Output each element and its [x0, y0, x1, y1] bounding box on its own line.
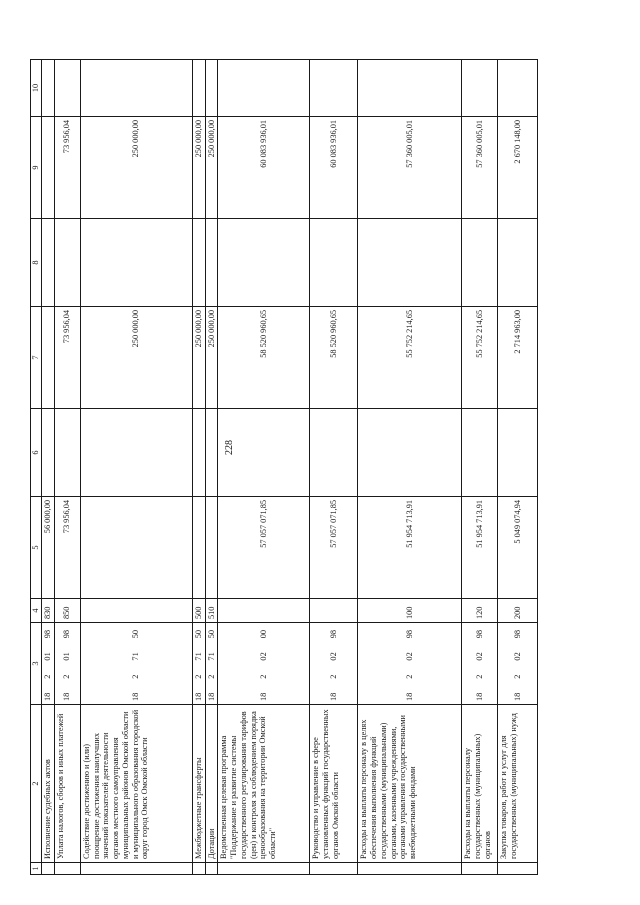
- row-value-7: [42, 307, 55, 409]
- row-value-7: 55 752 214,65: [358, 307, 462, 409]
- code-part: 98: [404, 630, 414, 639]
- row-expense-type: 850: [54, 599, 80, 623]
- col-header-5: 5: [31, 497, 42, 599]
- row-value-10: [54, 60, 80, 117]
- row-expense-type: 100: [358, 599, 462, 623]
- page-number: 228: [224, 440, 235, 455]
- row-value-8: [462, 219, 498, 307]
- row-value-5: 57 057 071,85: [310, 497, 358, 599]
- code-parts: [329, 626, 339, 701]
- code-parts: [194, 626, 204, 701]
- header-row: [31, 60, 42, 875]
- code-part: 18: [328, 692, 338, 701]
- row-code: [218, 623, 310, 705]
- row-value-9: 250 000,00: [205, 117, 218, 219]
- row-index-cell: [498, 863, 538, 875]
- row-index-cell: [54, 863, 80, 875]
- row-value-8: [192, 219, 205, 307]
- table-row: [80, 60, 192, 875]
- row-value-8: [218, 219, 310, 307]
- row-index-cell: [218, 863, 310, 875]
- row-value-6: [462, 409, 498, 497]
- code-part: 98: [512, 630, 522, 639]
- table-body: [42, 60, 538, 875]
- row-expense-type: [218, 599, 310, 623]
- row-value-6: [498, 409, 538, 497]
- row-value-10: [192, 60, 205, 117]
- row-name: Уплата налогов, сборов и иных платежей: [54, 705, 80, 863]
- code-part: 50: [193, 630, 203, 639]
- table-row: [42, 60, 55, 875]
- row-value-7: 58 520 960,65: [218, 307, 310, 409]
- table-row: [205, 60, 218, 875]
- row-value-8: [205, 219, 218, 307]
- row-name: Расходы на выплаты персоналу государственных (муниципальных) органов: [462, 705, 498, 863]
- code-part: 02: [474, 652, 484, 661]
- row-value-7: 250 000,00: [205, 307, 218, 409]
- row-value-6: [218, 409, 310, 497]
- budget-table: [30, 59, 538, 875]
- code-part: 98: [328, 630, 338, 639]
- row-value-7: 250 000,00: [192, 307, 205, 409]
- row-value-9: 250 000,00: [80, 117, 192, 219]
- row-expense-type: 200: [498, 599, 538, 623]
- row-value-10: [462, 60, 498, 117]
- row-index-cell: [205, 863, 218, 875]
- code-parts: [62, 626, 72, 701]
- row-name: Расходы на выплаты персоналу в целях обеспечения выполнения функций государственными (муниципальными) органами, казенными учреждениями, органами управления государственными внебюджетными фондами: [358, 705, 462, 863]
- code-part: 2: [43, 674, 52, 679]
- row-value-5: 51 954 713,91: [462, 497, 498, 599]
- col-header-1: 1: [31, 863, 42, 875]
- row-index-cell: [42, 863, 55, 875]
- row-value-5: 57 057 071,85: [218, 497, 310, 599]
- code-part: 71: [193, 652, 203, 661]
- code-parts: [513, 626, 523, 701]
- row-value-6: [310, 409, 358, 497]
- row-value-8: [310, 219, 358, 307]
- row-value-5: [192, 497, 205, 599]
- code-part: 98: [43, 630, 52, 639]
- row-value-5: [80, 497, 192, 599]
- row-value-6: [205, 409, 218, 497]
- row-code: [54, 623, 80, 705]
- row-value-9: 73 956,04: [54, 117, 80, 219]
- row-name: Руководство и управление в сфере установленных функций государственных органов Омской области: [310, 705, 358, 863]
- code-part: 2: [62, 674, 72, 679]
- code-part: 98: [62, 630, 72, 639]
- row-expense-type: 120: [462, 599, 498, 623]
- row-code: [80, 623, 192, 705]
- row-expense-type: [80, 599, 192, 623]
- code-part: 18: [512, 692, 522, 701]
- table-row: [218, 60, 310, 875]
- row-name: Содействие достижению и (или) поощрение достижения наилучших значений показателей деятельности органов местного самоуправления муниципальных районов Омской области и муниципального образования городской округ город Омск Омской области: [80, 705, 192, 863]
- code-part: 98: [474, 630, 484, 639]
- table-row: [310, 60, 358, 875]
- code-part: 2: [193, 674, 203, 679]
- row-name: Исполнение судебных актов: [42, 705, 55, 863]
- code-part: 02: [404, 652, 414, 661]
- row-value-10: [358, 60, 462, 117]
- col-header-2: 2: [31, 705, 42, 863]
- code-parts: [259, 626, 269, 701]
- row-value-10: [42, 60, 55, 117]
- row-value-9: 60 083 936,01: [218, 117, 310, 219]
- row-value-10: [205, 60, 218, 117]
- code-part: 2: [206, 674, 216, 679]
- code-part: 01: [62, 652, 72, 661]
- code-part: 02: [512, 652, 522, 661]
- code-part: 18: [258, 692, 268, 701]
- row-value-7: 2 714 963,00: [498, 307, 538, 409]
- code-parts: [207, 626, 217, 701]
- row-value-6: [42, 409, 55, 497]
- row-value-8: [54, 219, 80, 307]
- row-value-9: 250 000,00: [192, 117, 205, 219]
- row-expense-type: 510: [205, 599, 218, 623]
- row-index-cell: [192, 863, 205, 875]
- row-code: [358, 623, 462, 705]
- row-expense-type: 500: [192, 599, 205, 623]
- row-value-8: [42, 219, 55, 307]
- code-part: 2: [131, 674, 141, 679]
- code-part: 71: [206, 652, 216, 661]
- row-expense-type: [310, 599, 358, 623]
- table-row: [358, 60, 462, 875]
- table-row: [462, 60, 498, 875]
- code-part: 2: [404, 674, 414, 679]
- row-value-5: [205, 497, 218, 599]
- row-value-5: 56 000,00: [42, 497, 55, 599]
- col-header-6: 6: [31, 409, 42, 497]
- row-index-cell: [80, 863, 192, 875]
- code-part: 18: [404, 692, 414, 701]
- row-name: Дотации: [205, 705, 218, 863]
- row-value-8: [80, 219, 192, 307]
- row-value-9: 60 083 936,01: [310, 117, 358, 219]
- code-parts: [43, 626, 53, 701]
- code-part: 18: [62, 692, 72, 701]
- col-header-8: 8: [31, 219, 42, 307]
- row-value-6: [54, 409, 80, 497]
- row-value-6: [80, 409, 192, 497]
- code-part: 01: [43, 652, 52, 661]
- code-part: 71: [131, 652, 141, 661]
- row-code: [498, 623, 538, 705]
- row-value-9: [42, 117, 55, 219]
- row-code: [310, 623, 358, 705]
- code-part: 2: [474, 674, 484, 679]
- row-value-10: [218, 60, 310, 117]
- row-name: Межбюджетные трансферты: [192, 705, 205, 863]
- row-value-5: 73 956,04: [54, 497, 80, 599]
- row-name: Закупка товаров, работ и услуг для государственных (муниципальных) нужд: [498, 705, 538, 863]
- row-value-7: 73 956,04: [54, 307, 80, 409]
- row-value-5: 51 954 713,91: [358, 497, 462, 599]
- row-value-6: [192, 409, 205, 497]
- table-row: [192, 60, 205, 875]
- row-value-5: 5 049 074,94: [498, 497, 538, 599]
- row-value-8: [358, 219, 462, 307]
- row-index-cell: [462, 863, 498, 875]
- table-row: [54, 60, 80, 875]
- code-part: 02: [258, 652, 268, 661]
- col-header-9: 9: [31, 117, 42, 219]
- row-value-7: 55 752 214,65: [462, 307, 498, 409]
- row-expense-type: 830: [42, 599, 55, 623]
- col-header-10: 10: [31, 60, 42, 117]
- code-part: 18: [206, 692, 216, 701]
- row-value-6: [358, 409, 462, 497]
- code-part: 2: [512, 674, 522, 679]
- row-code: [205, 623, 218, 705]
- row-name: Ведомственная целевая программа "Поддержание и развитие системы государственного регулирования тарифов (цен) и контроля за соблюдением порядка ценообразования на территории Омской области": [218, 705, 310, 863]
- col-header-4: 4: [31, 599, 42, 623]
- code-parts: [475, 626, 485, 701]
- code-part: 2: [328, 674, 338, 679]
- row-code: [192, 623, 205, 705]
- row-value-10: [498, 60, 538, 117]
- row-value-7: 58 520 960,65: [310, 307, 358, 409]
- row-value-9: 2 670 148,00: [498, 117, 538, 219]
- code-parts: [131, 626, 141, 701]
- code-part: 18: [193, 692, 203, 701]
- code-part: 18: [43, 692, 52, 701]
- code-parts: [405, 626, 415, 701]
- code-part: 18: [131, 692, 141, 701]
- row-value-8: [498, 219, 538, 307]
- row-value-9: 57 360 005,01: [358, 117, 462, 219]
- row-value-9: 57 360 005,01: [462, 117, 498, 219]
- row-code: [42, 623, 55, 705]
- code-part: 2: [258, 674, 268, 679]
- budget-table-sheet: [30, 60, 610, 875]
- table-row: [498, 60, 538, 875]
- code-part: 02: [328, 652, 338, 661]
- col-header-3: 3: [31, 623, 42, 705]
- row-index-cell: [310, 863, 358, 875]
- row-index-cell: [358, 863, 462, 875]
- col-header-7: 7: [31, 307, 42, 409]
- code-part: 00: [258, 630, 268, 639]
- row-code: [462, 623, 498, 705]
- code-part: 50: [206, 630, 216, 639]
- row-value-10: [310, 60, 358, 117]
- row-value-10: [80, 60, 192, 117]
- row-value-7: 250 000,00: [80, 307, 192, 409]
- code-part: 18: [474, 692, 484, 701]
- code-part: 50: [131, 630, 141, 639]
